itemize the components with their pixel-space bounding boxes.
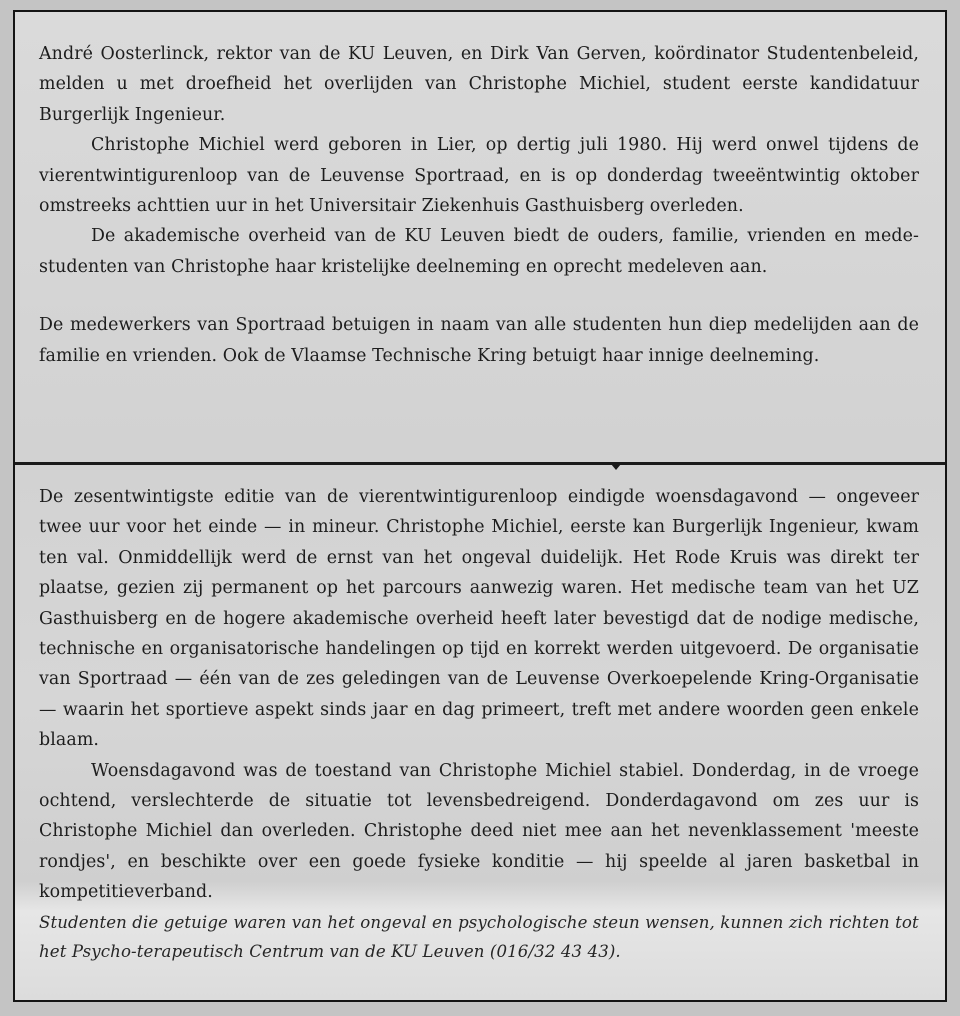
announcement-section [39, 39, 919, 371]
section-divider [15, 462, 945, 465]
article-paragraph: De zesentwintigste editie van de vierentwintigurenloop eindigde woensdagavond — ongeveer twee uur voor het einde — in mineur. Christophe Michiel, eerste kan Burgerlijk Ingenieur, kwam ten val. Onmiddellijk werd de ernst van het ongeval duidelijk. Het Rode Kruis was direkt ter plaatse, gezien zij permanent op het parcours aanwezig waren. Het medische team van het UZ Gasthuisberg en de hogere akademische overheid heeft later bevestigd dat de nodige medische, technische en organisatorische handelingen op tijd en korrekt werden uitgevoerd. De organisatie van Sportraad — één van de zes geledingen van de Leuvense Overkoepelende Kring-Organisatie — waarin het sportieve aspekt sinds jaar en dag primeert, treft met andere woorden geen enkele blaam. [39, 487, 919, 751]
support-note: Studenten die getuige waren van het ongeval en psychologische steun wensen, kunnen zich richten tot het Psycho-terapeutisch Centrum van de KU Leuven (016/32 43 43). [39, 912, 919, 961]
divider-mark [611, 464, 621, 470]
condolence-paragraph: De medewerkers van Sportraad betuigen in naam van alle studenten hun diep medelijden aan de familie en vrienden. Ook de Vlaamse Technische Kring betuigt haar innige deelneming. [39, 315, 919, 366]
article-paragraph: Woensdagavond was de toestand van Christophe Michiel stabiel. Donderdag, in de vroege ochtend, verslechterde de situatie tot levensbedreigend. Donderdagavond om zes uur is Christophe Michiel dan overleden. Christophe deed niet mee aan het nevenklassement 'meeste rondjes', en beschikte over een goede fysieke konditie — hij speelde al jaren basketbal in kompetitieverband. [39, 760, 919, 903]
clipping-frame [13, 10, 947, 1002]
announcement-paragraph: De akademische overheid van de KU Leuven biedt de ouders, familie, vrienden en mede-studenten van Christophe haar kristelijke deelneming en oprecht medeleven aan. [39, 226, 919, 277]
announcement-paragraph: André Oosterlinck, rektor van de KU Leuven, en Dirk Van Gerven, koördinator Studentenbeleid, melden u met droefheid het overlijden van Christophe Michiel, student eerste kandidatuur Burgerlijk Ingenieur. [39, 44, 919, 125]
article-section [39, 482, 919, 966]
announcement-paragraph: Christophe Michiel werd geboren in Lier, op dertig juli 1980. Hij werd onwel tijdens de vierentwintigurenloop van de Leuvense Sportraad, en is op donderdag tweeëntwintig oktober omstreeks achttien uur in het Universitair Ziekenhuis Gasthuisberg overleden. [39, 135, 919, 217]
